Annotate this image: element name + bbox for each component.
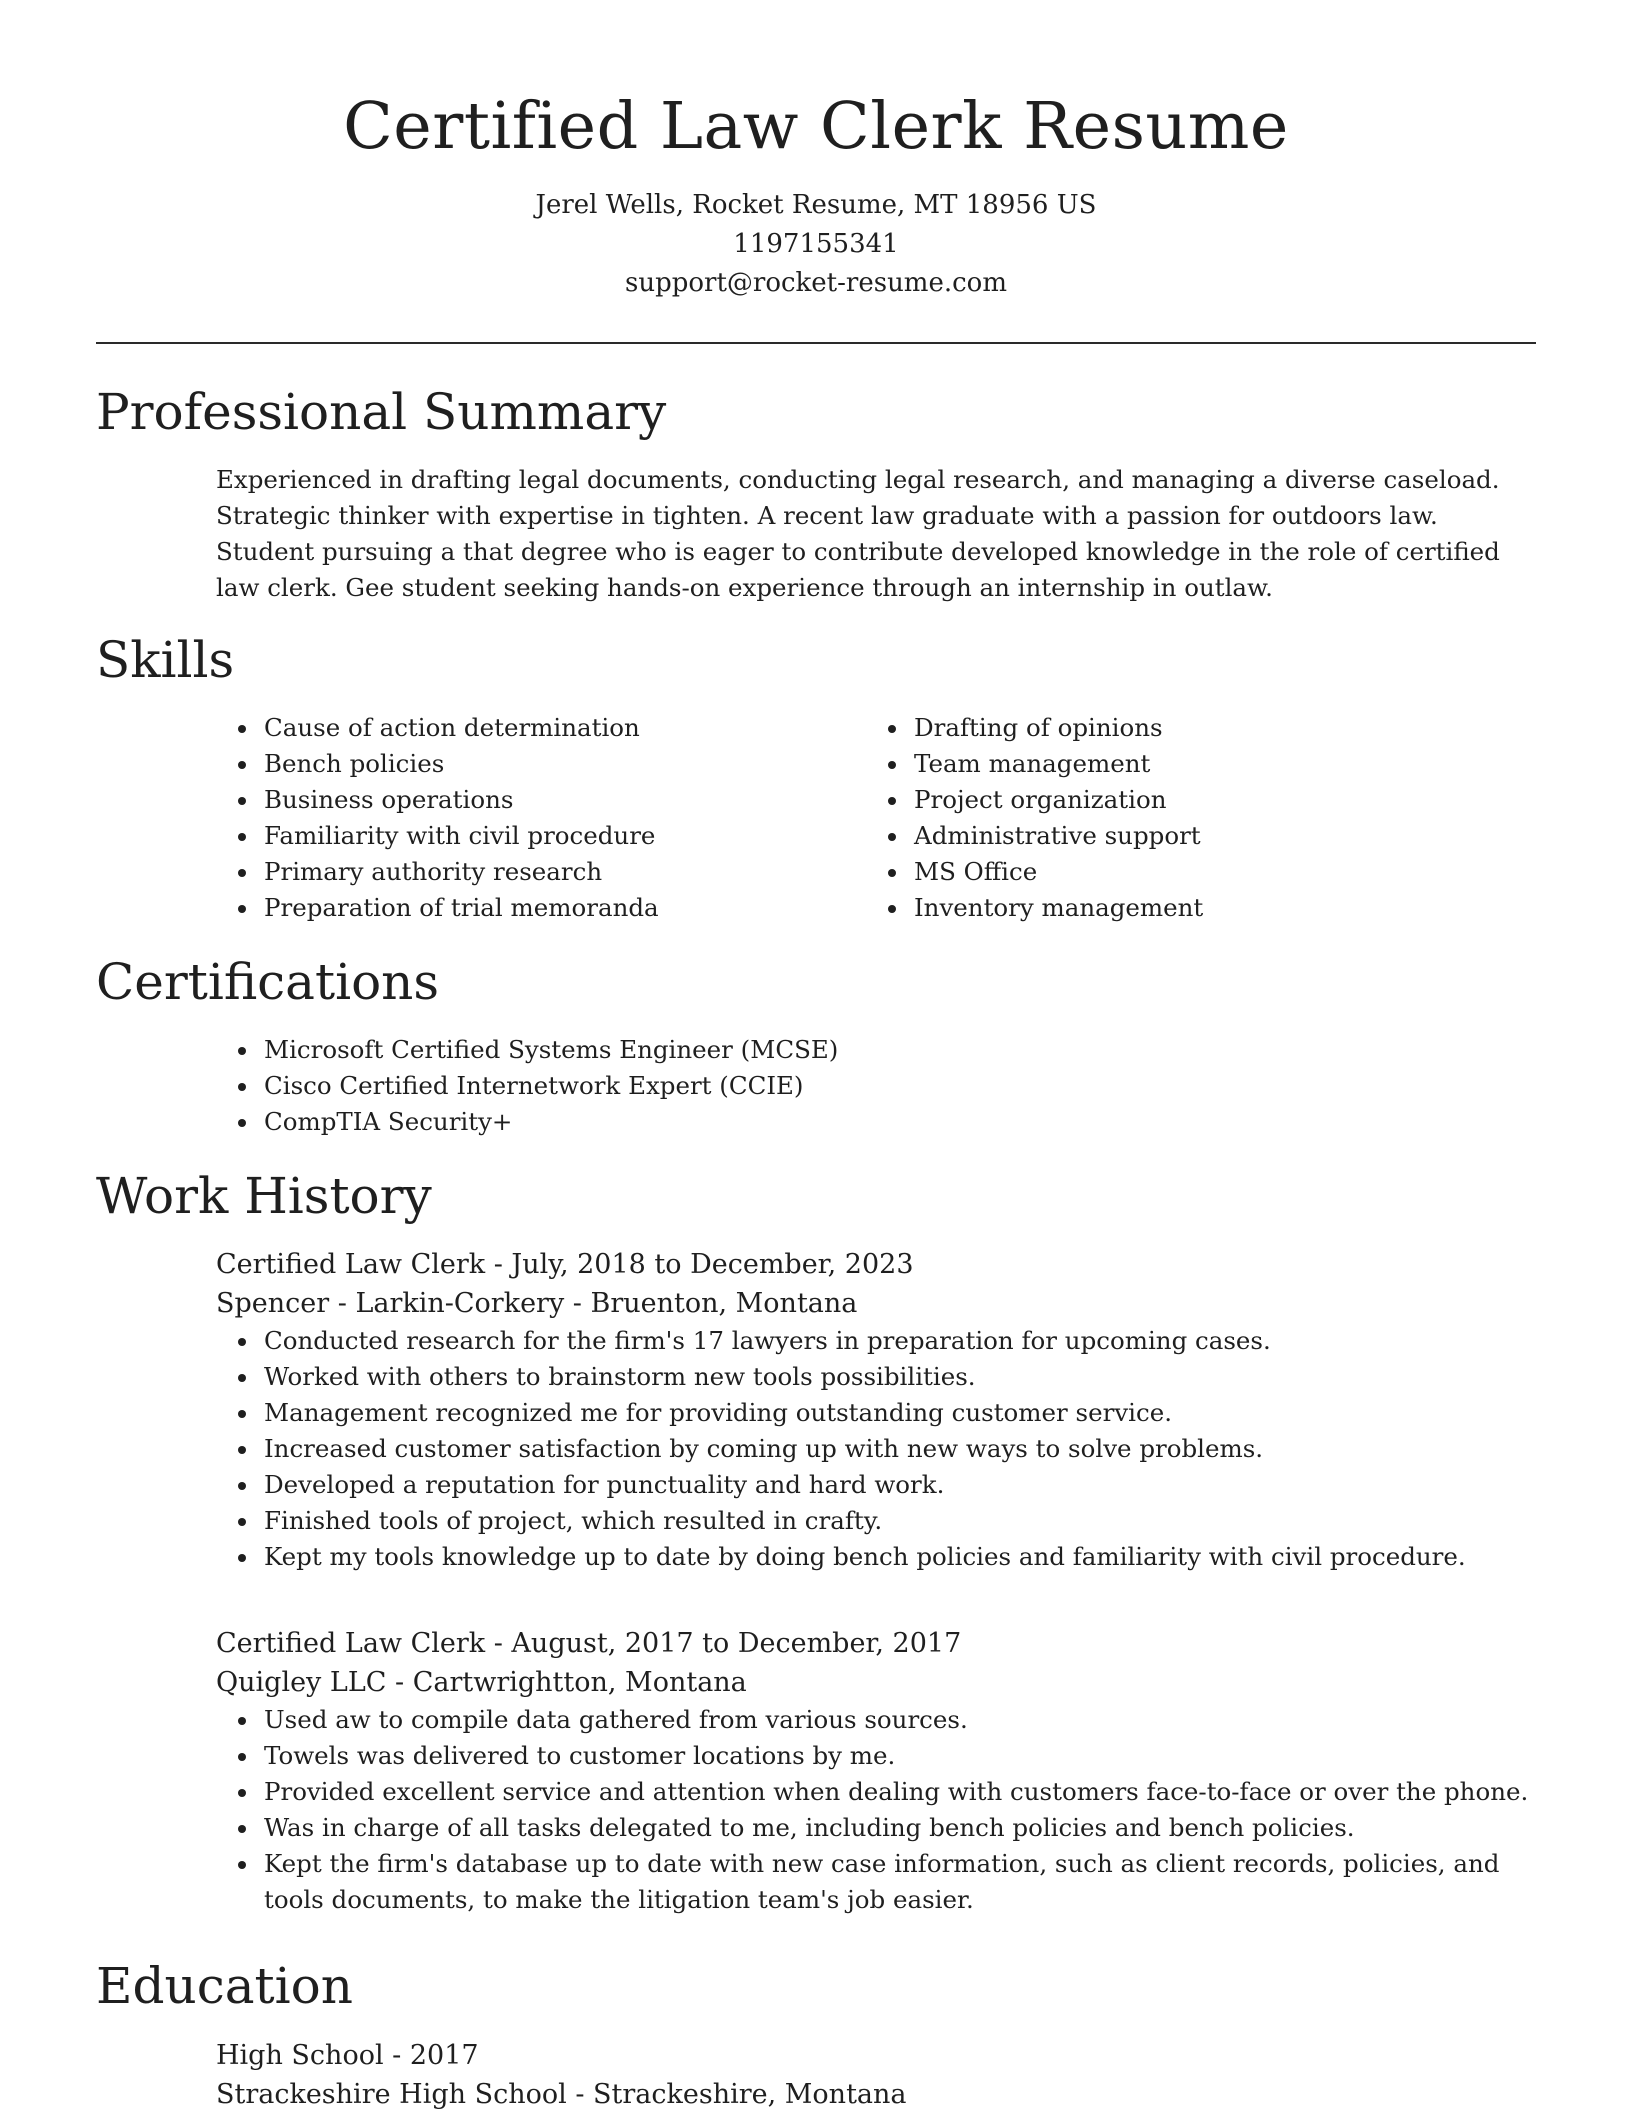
job-bullet: • Conducted research for the firm's 17 lawyers in preparation for upcoming cases. (260, 1323, 1536, 1359)
skill-item: • Primary authority research (260, 854, 866, 890)
contact-phone: 1197155341 (733, 229, 899, 259)
skill-item: • Project organization (910, 782, 1516, 818)
skill-item: • Drafting of opinions (910, 710, 1516, 746)
summary-heading: Professional Summary (96, 383, 667, 441)
resume-title: Certified Law Clerk Resume (343, 89, 1289, 164)
skill-item: • Cause of action determination (260, 710, 866, 746)
resume-header (0, 0, 1632, 303)
job-bullet: • Towels was delivered to customer locations by me. (260, 1738, 1536, 1774)
job-bullet: • Kept my tools knowledge up to date by doing bench policies and familiarity with civil procedure. (260, 1539, 1536, 1575)
summary-text: Experienced in drafting legal documents, conducting legal research, and managing a diverse caseload. Strategic thinker with expertise in tighten. A recent law graduate with a passion for outdoors law. Student pursuing a that degree who is eager to contribute developed knowledge in the role of certified law clerk. Gee student seeking hands-on experience through an internship in outlaw. (216, 465, 1500, 602)
contact-block (0, 186, 1632, 303)
education-entry (216, 2036, 1516, 2114)
job-entry (216, 1245, 1536, 1575)
job-bullet: • Developed a reputation for punctuality and hard work. (260, 1467, 1536, 1503)
job-bullet: • Finished tools of project, which resulted in crafty. (260, 1503, 1536, 1539)
skill-item: • MS Office (910, 854, 1516, 890)
header-divider (96, 342, 1536, 344)
job-bullet: • Kept the firm's database up to date with new case information, such as client records, policies, and tools documents, to make the litigation team's job easier. (260, 1846, 1536, 1918)
skills-heading: Skills (96, 631, 235, 689)
job-bullets (216, 1323, 1536, 1575)
job-bullet: • Used aw to compile data gathered from various sources. (260, 1702, 1536, 1738)
skill-item: • Preparation of trial memoranda (260, 890, 866, 926)
job-bullets (216, 1702, 1536, 1918)
certification-item: • CompTIA Security+ (260, 1104, 1516, 1140)
certification-item: • Microsoft Certified Systems Engineer (MCSE) (260, 1032, 1516, 1068)
job-bullet: • Provided excellent service and attention when dealing with customers face-to-face or over the phone. (260, 1774, 1536, 1810)
job-bullet: • Management recognized me for providing outstanding customer service. (260, 1395, 1536, 1431)
skill-item: • Familiarity with civil procedure (260, 818, 866, 854)
job-title-line: Certified Law Clerk - August, 2017 to December, 2017 (216, 1628, 962, 1659)
education-degree-line: High School - 2017 (216, 2040, 479, 2071)
job-company-line: Spencer - Larkin-Corkery - Bruenton, Montana (216, 1288, 858, 1319)
contact-address: Jerel Wells, Rocket Resume, MT 18956 US (535, 190, 1097, 220)
job-title-line: Certified Law Clerk - July, 2018 to December, 2023 (216, 1249, 914, 1280)
job-company-line: Quigley LLC - Cartwrightton, Montana (216, 1667, 747, 1698)
skill-item: • Bench policies (260, 746, 866, 782)
certifications-list (216, 1032, 1516, 1140)
work-history-heading: Work History (96, 1167, 432, 1225)
certification-item: • Cisco Certified Internetwork Expert (CCIE) (260, 1068, 1516, 1104)
job-bullet: • Worked with others to brainstorm new tools possibilities. (260, 1359, 1536, 1395)
job-entry (216, 1624, 1536, 1918)
job-bullet: • Was in charge of all tasks delegated to me, including bench policies and bench policies. (260, 1810, 1536, 1846)
contact-email: support@rocket-resume.com (624, 268, 1007, 298)
skill-item: • Team management (910, 746, 1516, 782)
certifications-heading: Certifications (96, 953, 440, 1011)
skills-list (216, 710, 1536, 926)
skill-item: • Business operations (260, 782, 866, 818)
skills-column-left (216, 710, 866, 926)
skills-column-right (866, 710, 1516, 926)
education-heading: Education (96, 1957, 353, 2015)
education-school-line: Strackeshire High School - Strackeshire, Montana (216, 2079, 907, 2110)
job-bullet: • Increased customer satisfaction by coming up with new ways to solve problems. (260, 1431, 1536, 1467)
skill-item: • Inventory management (910, 890, 1516, 926)
skill-item: • Administrative support (910, 818, 1516, 854)
